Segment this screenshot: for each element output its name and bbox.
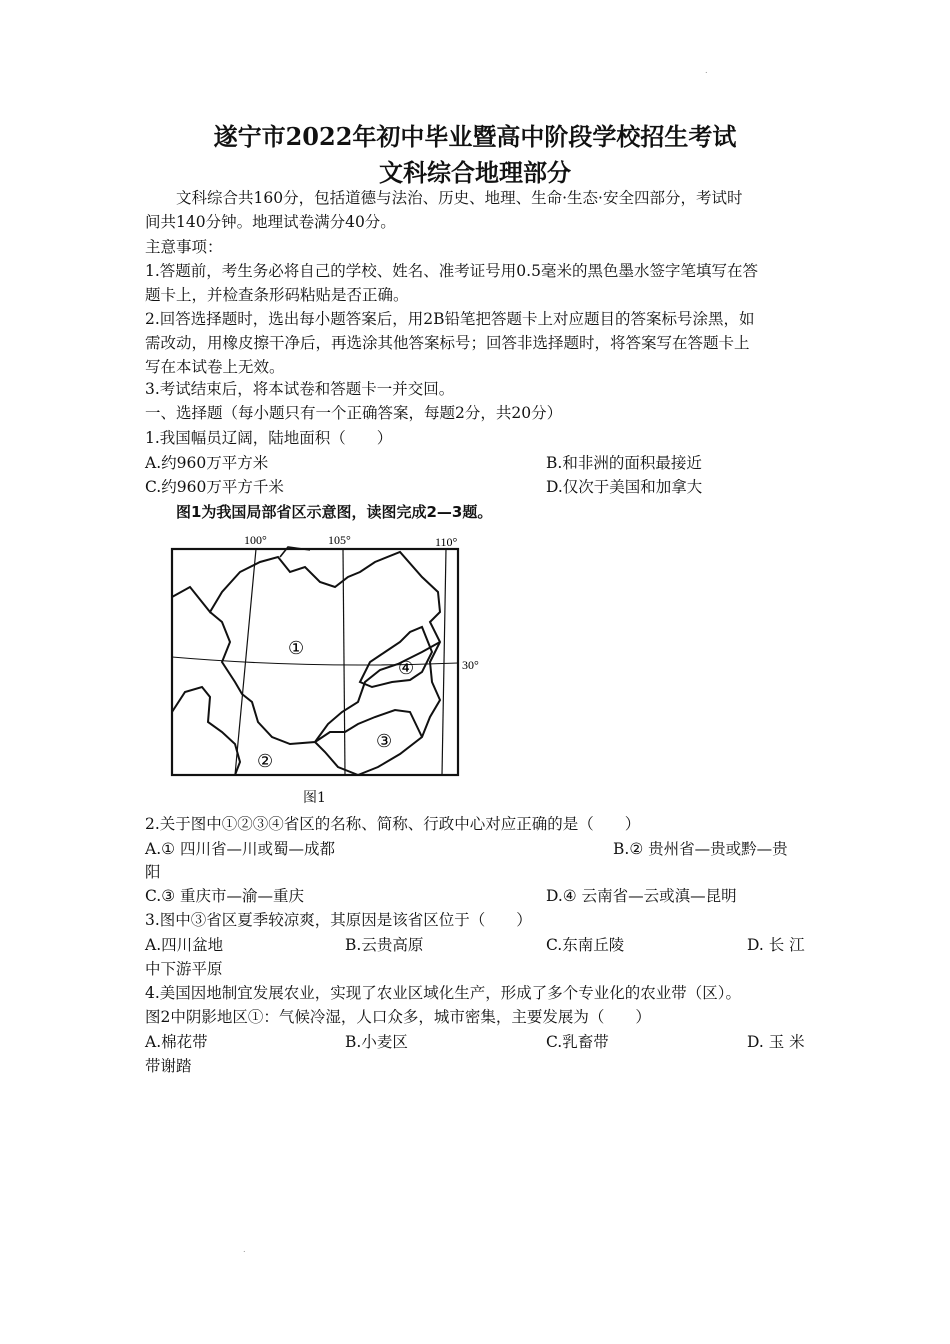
q4-option-c: C.乳畜带 <box>546 1033 609 1051</box>
exam-subtitle: 文科综合地理部分 <box>379 158 571 187</box>
intro-line-1: 文科综合共160分，包括道德与法治、历史、地理、生命·生态·安全四部分，考试时 <box>176 189 743 207</box>
label-lon-100: 100° <box>244 533 267 547</box>
q2-option-a: A.① 四川省—川或蜀—成都 <box>145 840 335 858</box>
border-guizhou-north <box>315 710 422 742</box>
note-1-line-1: 1.答题前，考生务必将自己的学校、姓名、准考证号用0.5毫米的黑色墨水签字笔填写在答 <box>145 262 758 280</box>
meridian-110 <box>442 549 446 775</box>
q1-stem: 1.我国幅员辽阔，陆地面积（ ） <box>145 429 393 447</box>
parallel-30 <box>172 657 458 665</box>
q3-option-b: B.云贵高原 <box>345 936 424 954</box>
label-lon-110: 110° <box>435 535 458 549</box>
q3-option-a: A.四川盆地 <box>145 936 224 954</box>
q4-option-a: A.棉花带 <box>145 1033 208 1051</box>
intro-line-2: 间共140分钟。地理试卷满分40分。 <box>145 213 396 231</box>
region-2-label: ② <box>257 751 274 772</box>
note-3: 3.考试结束后，将本试卷和答题卡一并交回。 <box>145 380 455 398</box>
label-lat-30: 30° <box>462 658 479 672</box>
q2-option-b-cont: 阳 <box>145 863 161 881</box>
scan-speck: . <box>705 66 708 75</box>
q1-option-c: C.约960万平方千米 <box>145 478 284 496</box>
q3-option-d: D. 长 江 <box>747 936 805 954</box>
q3-option-d-cont: 中下游平原 <box>145 960 223 978</box>
figure-caption: 图1 <box>303 790 326 806</box>
q1-option-a: A.约960万平方米 <box>145 454 269 472</box>
q1-option-b: B.和非洲的面积最接近 <box>546 454 702 472</box>
region-3-label: ③ <box>376 731 393 752</box>
border-yunnan <box>172 687 240 775</box>
q2-option-c: C.③ 重庆市—渝—重庆 <box>145 887 305 905</box>
note-2-line-1: 2.回答选择题时，选出每小题答案后，用2B铅笔把答题卡上对应题目的答案标号涂黑，如 <box>145 310 755 328</box>
q2-option-d: D.④ 云南省—云或滇—昆明 <box>546 887 737 905</box>
notes-heading: 主意事项： <box>145 238 223 256</box>
q3-option-c: C.东南丘陵 <box>546 936 625 954</box>
q4-option-b: B.小麦区 <box>345 1033 408 1051</box>
figure-intro: 图1为我国局部省区示意图，读图完成2—3题。 <box>176 503 493 521</box>
note-1-line-2: 题卡上，并检查条形码粘贴是否正确。 <box>145 286 409 304</box>
q4-stem-line-2: 图2中阴影地区①：气候冷湿，人口众多，城市密集，主要发展为（ ） <box>145 1008 651 1026</box>
exam-title: 遂宁市2022年初中毕业暨高中阶段学校招生考试 <box>213 122 737 151</box>
section-heading: 一、选择题（每小题只有一个正确答案，每题2分，共20分） <box>145 404 563 422</box>
q3-stem: 3.图中③省区夏季较凉爽，其原因是该省区位于（ ） <box>145 911 532 929</box>
q1-option-d: D.仅次于美国和加拿大 <box>546 478 703 496</box>
border-guizhou-west <box>315 742 358 775</box>
region-4-label: ④ <box>398 658 415 679</box>
q2-option-b: B.② 贵州省—贵或黔—贵 <box>613 840 788 858</box>
note-2-line-3: 写在本试卷上无效。 <box>145 358 285 376</box>
label-lon-105: 105° <box>328 533 351 547</box>
meridian-105 <box>343 549 345 775</box>
province-map <box>160 532 490 792</box>
q4-option-d: D. 玉 米 <box>747 1033 805 1051</box>
q4-option-d-cont: 带谢踏 <box>145 1057 192 1075</box>
q4-stem-line-1: 4.美国因地制宜发展农业，实现了农业区域化生产，形成了多个专业化的农业带（区）。 <box>145 984 742 1002</box>
scan-speck-bottom: . <box>243 1245 246 1254</box>
q2-stem: 2.关于图中①②③④省区的名称、简称、行政中心对应正确的是（ ） <box>145 815 641 833</box>
region-1-label: ① <box>288 638 305 659</box>
note-2-line-2: 需改动，用橡皮擦干净后，再选涂其他答案标号；回答非选择题时，将答案写在答题卡上 <box>145 334 750 352</box>
